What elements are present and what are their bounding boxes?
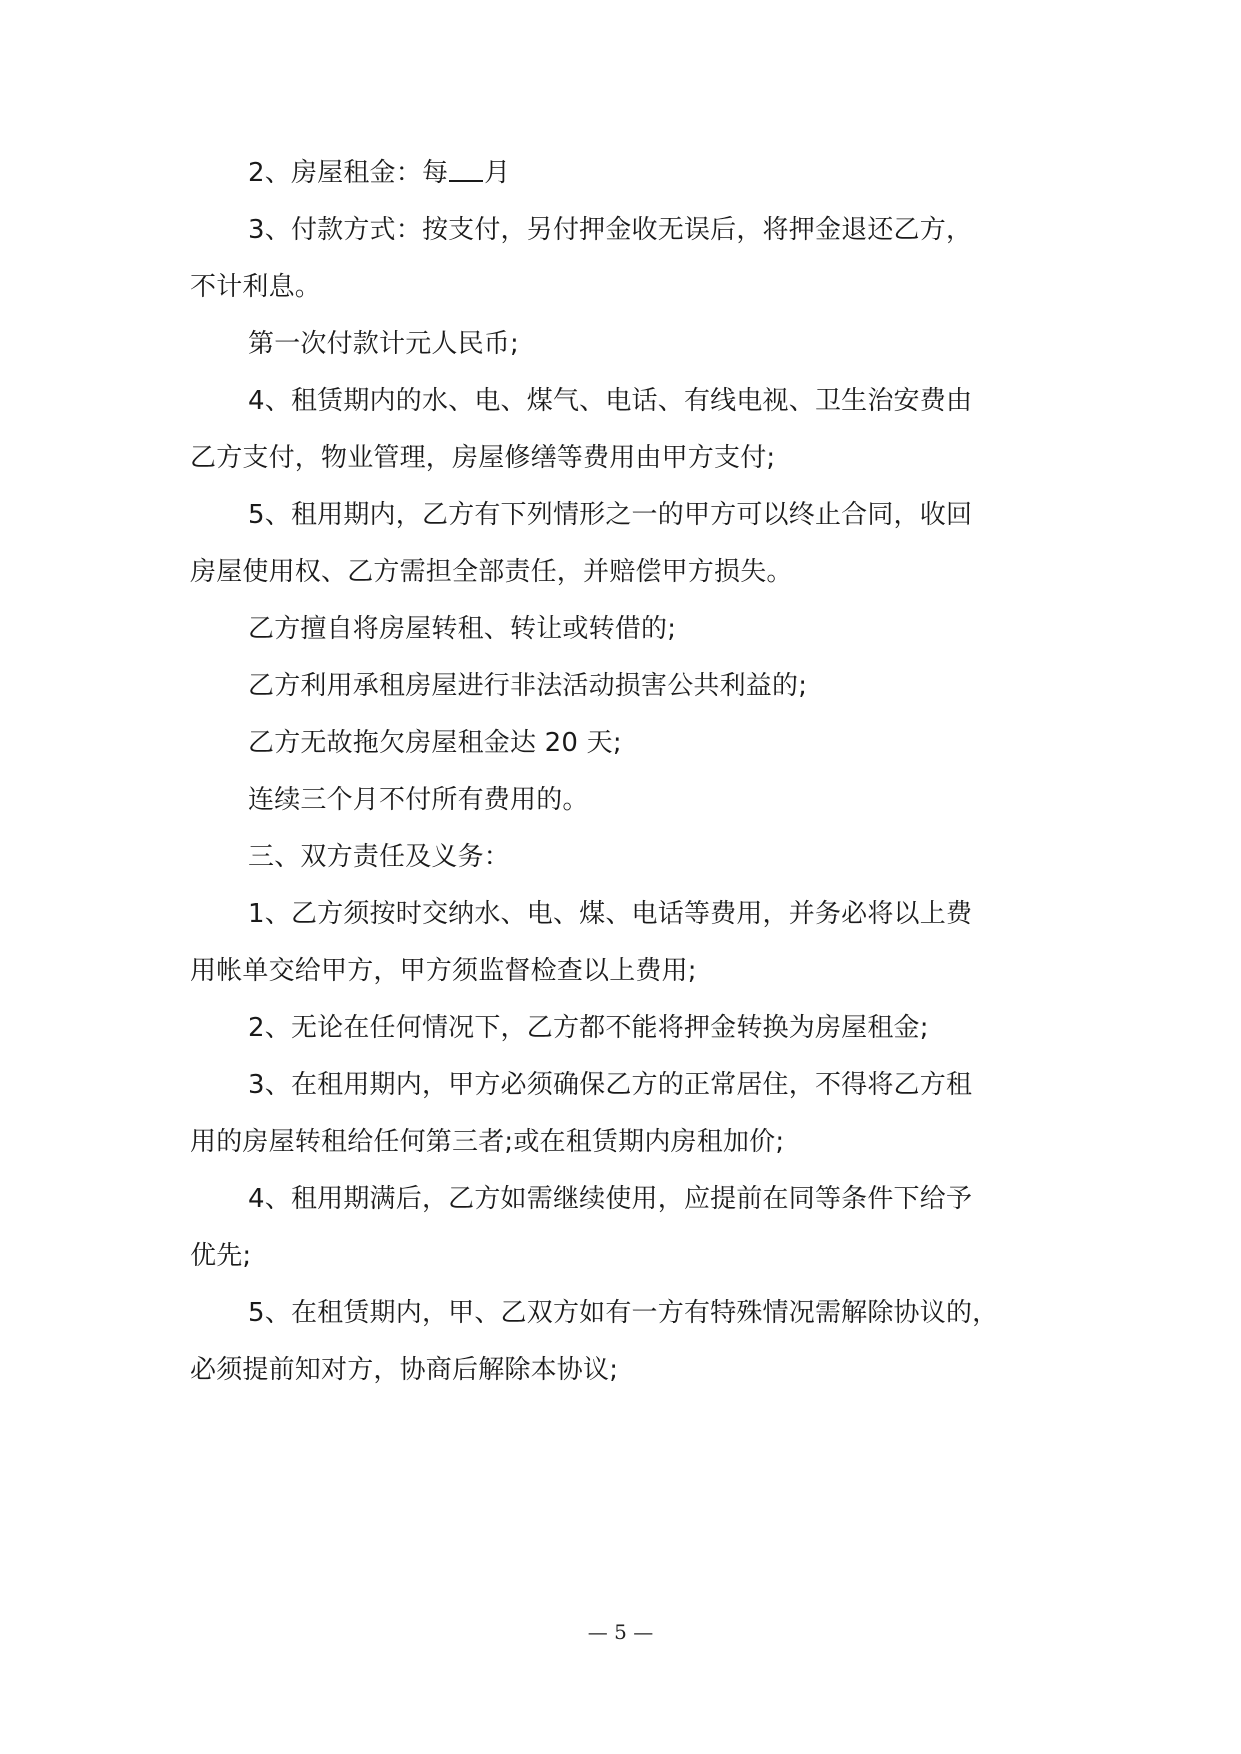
rent-clause-prefix: 2、房屋租金：每 [248, 158, 449, 188]
termination-line-1: 5、租用期内，乙方有下列情形之一的甲方可以终止合同，收回 [248, 500, 973, 530]
termination-case-arrears: 乙方无故拖欠房屋租金达 20 天; [248, 728, 622, 758]
duty-3-line-1: 3、在租用期内，甲方必须确保乙方的正常居住，不得将乙方租 [248, 1070, 973, 1100]
duty-1-line-2: 用帐单交给甲方，甲方须监督检查以上费用; [190, 956, 697, 986]
payment-method-line-1: 3、付款方式：按支付，另付押金收无误后，将押金退还乙方， [248, 215, 973, 245]
first-payment-line: 第一次付款计元人民币; [248, 329, 519, 359]
utilities-line-2: 乙方支付，物业管理，房屋修缮等费用由甲方支付; [190, 443, 776, 473]
rent-amount-blank [449, 158, 483, 182]
termination-case-fees: 连续三个月不付所有费用的。 [248, 785, 589, 815]
termination-case-sublet: 乙方擅自将房屋转租、转让或转借的; [248, 614, 677, 644]
duty-3-line-2: 用的房屋转租给任何第三者;或在租赁期内房租加价; [190, 1127, 785, 1157]
rent-clause-suffix: 月 [484, 158, 511, 188]
page-number: — 5 — [587, 1620, 654, 1644]
duty-5-line-1: 5、在租赁期内，甲、乙双方如有一方有特殊情况需解除协议的， [248, 1298, 999, 1328]
duty-1-line-1: 1、乙方须按时交纳水、电、煤、电话等费用，并务必将以上费 [248, 899, 973, 929]
duty-2-line: 2、无论在任何情况下，乙方都不能将押金转换为房屋租金; [248, 1013, 929, 1043]
payment-method-line-2: 不计利息。 [190, 272, 322, 302]
utilities-line-1: 4、租赁期内的水、电、煤气、电话、有线电视、卫生治安费由 [248, 386, 973, 416]
termination-case-illegal: 乙方利用承租房屋进行非法活动损害公共利益的; [248, 671, 808, 701]
section-heading-responsibilities: 三、双方责任及义务： [248, 842, 511, 872]
termination-line-2: 房屋使用权、乙方需担全部责任，并赔偿甲方损失。 [190, 557, 793, 587]
duty-4-line-2: 优先; [190, 1241, 252, 1271]
duty-4-line-1: 4、租用期满后，乙方如需继续使用，应提前在同等条件下给予 [248, 1184, 973, 1214]
duty-5-line-2: 必须提前知对方，协商后解除本协议; [190, 1355, 619, 1385]
rent-clause [248, 155, 510, 191]
